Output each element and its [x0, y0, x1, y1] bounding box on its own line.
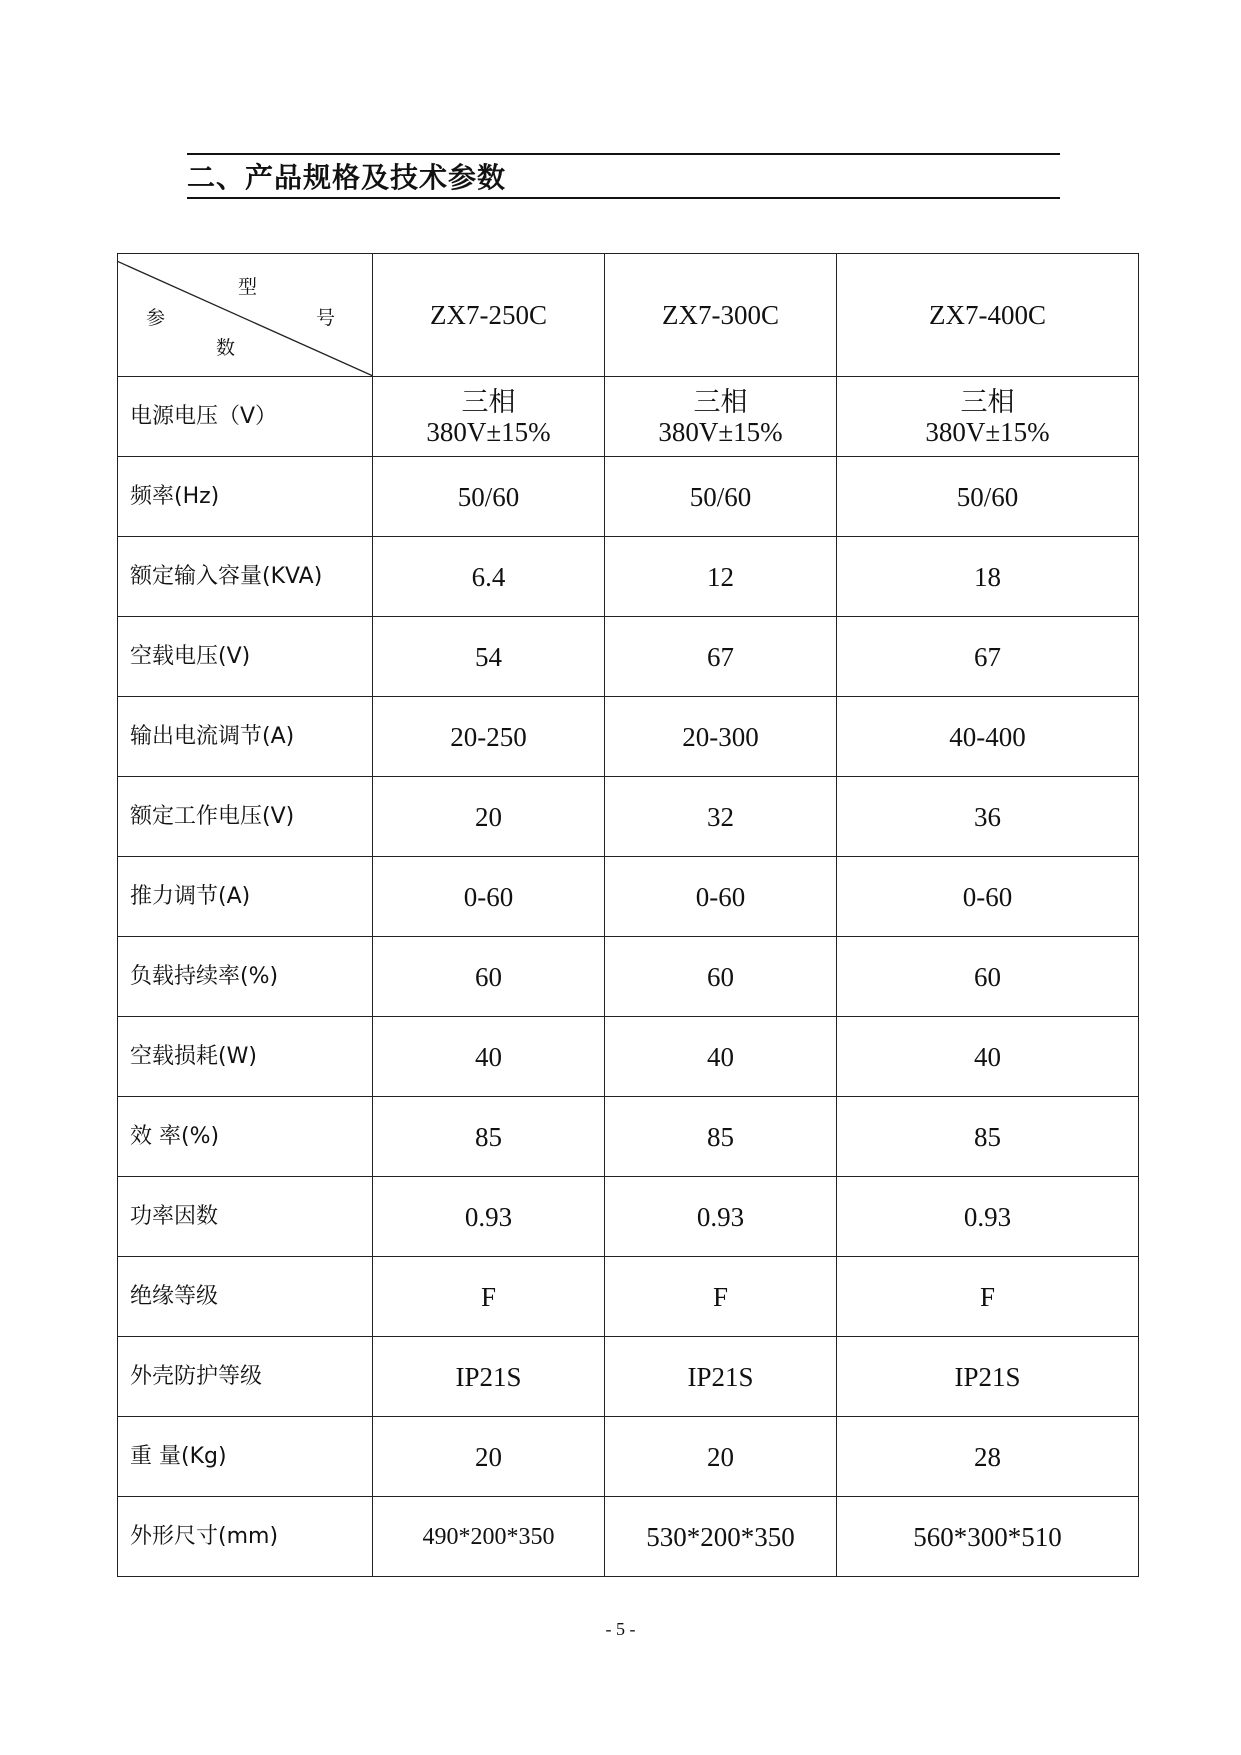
spec-value-cell: IP21S	[373, 1337, 605, 1417]
table-row	[118, 777, 1139, 857]
param-label: 外壳防护等级	[118, 1337, 373, 1417]
spec-value-cell: 0.93	[373, 1177, 605, 1257]
spec-value-cell: 0.93	[605, 1177, 837, 1257]
spec-value-cell: 20	[605, 1417, 837, 1497]
spec-value-cell: 67	[605, 617, 837, 697]
corner-model-label: 号	[316, 307, 336, 329]
page-number: - 5 -	[605, 1619, 636, 1639]
param-label: 效 率(%)	[118, 1097, 373, 1177]
param-label: 绝缘等级	[118, 1257, 373, 1337]
phase-text: 三相	[960, 386, 1015, 417]
spec-value-cell: 85	[837, 1097, 1139, 1177]
spec-value-cell: 530*200*350	[605, 1497, 837, 1577]
corner-header-cell	[118, 254, 373, 377]
spec-value-cell: 18	[837, 537, 1139, 617]
corner-type-label: 型	[238, 276, 258, 298]
table-row	[118, 1097, 1139, 1177]
model-header-3: ZX7-400C	[837, 254, 1139, 377]
spec-value-cell: 28	[837, 1417, 1139, 1497]
power-value-1	[373, 377, 605, 457]
voltage-text: 380V±15%	[426, 416, 551, 447]
corner-param-label: 参	[146, 307, 166, 329]
spec-table	[117, 253, 1139, 1577]
spec-value-cell: 0.93	[837, 1177, 1139, 1257]
spec-value-cell: 50/60	[837, 457, 1139, 537]
spec-value-cell: 20-300	[605, 697, 837, 777]
table-row	[118, 1017, 1139, 1097]
param-label: 电源电压（V）	[118, 377, 373, 457]
spec-value-cell: 36	[837, 777, 1139, 857]
param-label: 空载电压(V)	[118, 617, 373, 697]
power-value-2	[605, 377, 837, 457]
param-label: 额定输入容量(KVA)	[118, 537, 373, 617]
spec-value-cell: 54	[373, 617, 605, 697]
spec-value-cell: 0-60	[605, 857, 837, 937]
spec-value-cell: F	[373, 1257, 605, 1337]
spec-value-cell: 20	[373, 777, 605, 857]
model-header-1: ZX7-250C	[373, 254, 605, 377]
table-row	[118, 1177, 1139, 1257]
phase-text: 三相	[461, 386, 516, 417]
table-row	[118, 857, 1139, 937]
spec-value-cell: 60	[373, 937, 605, 1017]
spec-value-cell: 6.4	[373, 537, 605, 617]
table-row	[118, 697, 1139, 777]
spec-value-cell: 85	[373, 1097, 605, 1177]
header-row	[118, 254, 1139, 377]
spec-value-cell: 50/60	[373, 457, 605, 537]
spec-value-cell: 490*200*350	[373, 1497, 605, 1577]
spec-value-cell: 0-60	[373, 857, 605, 937]
table-row	[118, 617, 1139, 697]
spec-value-cell: F	[605, 1257, 837, 1337]
param-label: 负载持续率(%)	[118, 937, 373, 1017]
spec-value-cell: 32	[605, 777, 837, 857]
spec-value-cell: IP21S	[837, 1337, 1139, 1417]
param-label: 推力调节(A)	[118, 857, 373, 937]
voltage-text: 380V±15%	[925, 416, 1050, 447]
phase-text: 三相	[693, 386, 748, 417]
param-label: 空载损耗(W)	[118, 1017, 373, 1097]
spec-value-cell: 0-60	[837, 857, 1139, 937]
spec-value-cell: 560*300*510	[837, 1497, 1139, 1577]
table-row	[118, 537, 1139, 617]
spec-value-cell: 20	[373, 1417, 605, 1497]
voltage-text: 380V±15%	[658, 416, 783, 447]
spec-value-cell: 50/60	[605, 457, 837, 537]
spec-value-cell: 20-250	[373, 697, 605, 777]
power-value-3	[837, 377, 1139, 457]
spec-value-cell: IP21S	[605, 1337, 837, 1417]
table-row	[118, 1257, 1139, 1337]
param-label: 外形尺寸(mm)	[118, 1497, 373, 1577]
table-row	[118, 1497, 1139, 1577]
spec-value-cell: 40-400	[837, 697, 1139, 777]
corner-count-label: 数	[216, 337, 236, 359]
table-row	[118, 1417, 1139, 1497]
param-label: 输出电流调节(A)	[118, 697, 373, 777]
param-label: 功率因数	[118, 1177, 373, 1257]
spec-value-cell: 60	[605, 937, 837, 1017]
table-row	[118, 1337, 1139, 1417]
section-title: 二、产品规格及技术参数	[187, 161, 507, 194]
param-label: 额定工作电压(V)	[118, 777, 373, 857]
spec-value-cell: F	[837, 1257, 1139, 1337]
table-row	[118, 457, 1139, 537]
model-header-2: ZX7-300C	[605, 254, 837, 377]
param-label: 重 量(Kg)	[118, 1417, 373, 1497]
title-top-rule	[187, 153, 1060, 155]
spec-value-cell: 40	[373, 1017, 605, 1097]
title-bottom-rule	[187, 197, 1060, 199]
spec-value-cell: 12	[605, 537, 837, 617]
spec-value-cell: 60	[837, 937, 1139, 1017]
spec-value-cell: 40	[605, 1017, 837, 1097]
table-row	[118, 937, 1139, 1017]
spec-value-cell: 40	[837, 1017, 1139, 1097]
spec-value-cell: 85	[605, 1097, 837, 1177]
power-voltage-row	[118, 377, 1139, 457]
spec-value-cell: 67	[837, 617, 1139, 697]
param-label: 频率(Hz)	[118, 457, 373, 537]
